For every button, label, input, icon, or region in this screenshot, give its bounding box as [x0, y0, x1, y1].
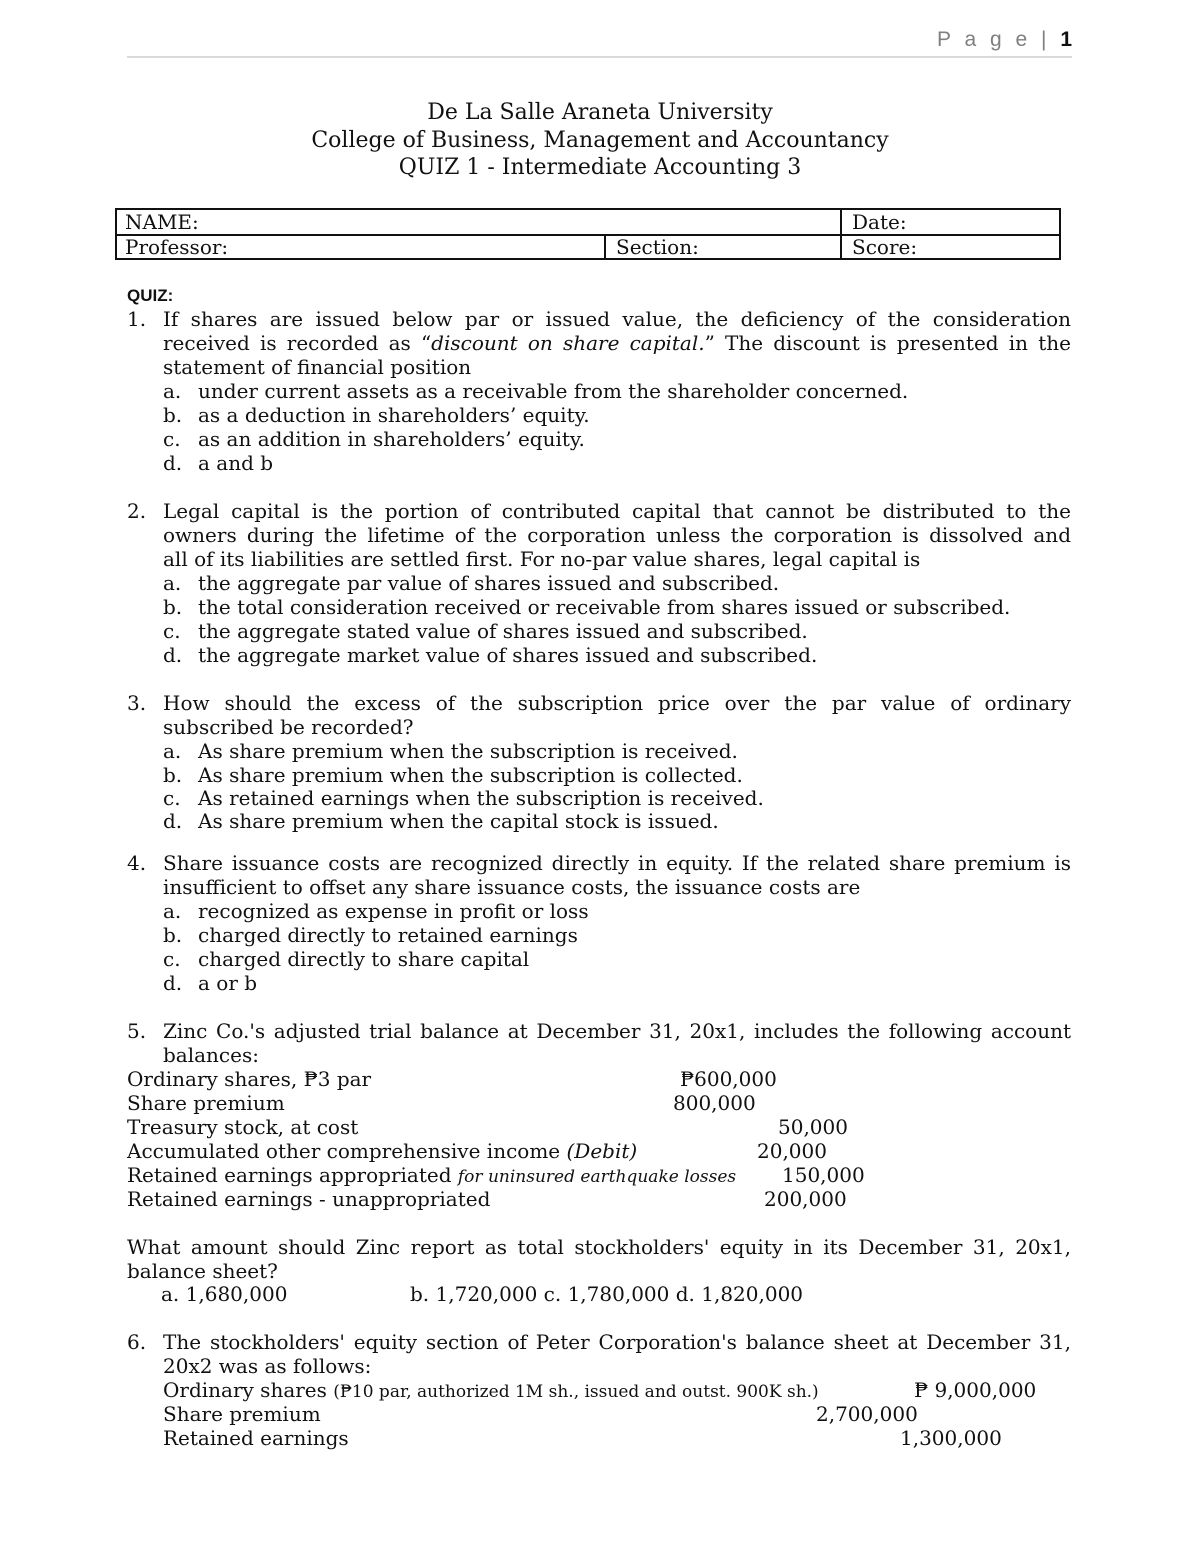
- option-text: As share premium when the subscription is received.: [198, 739, 738, 763]
- account-label-text: Ordinary shares: [163, 1378, 334, 1402]
- name-field-label: NAME:: [125, 210, 199, 234]
- question-text: statement of financial position: [163, 355, 472, 379]
- account-amount: 1,300,000: [900, 1426, 1002, 1450]
- page-header: [127, 28, 1072, 58]
- question-number: 6.: [127, 1330, 147, 1354]
- question-text: subscribed be recorded?: [163, 715, 414, 739]
- account-label: Treasury stock, at cost: [127, 1115, 359, 1139]
- option-text: the aggregate stated value of shares issued and subscribed.: [198, 619, 808, 643]
- option-text: charged directly to share capital: [198, 947, 530, 971]
- question-text: all of its liabilities are settled first. For no-par value shares, legal capital is: [163, 547, 921, 571]
- professor-field-label: Professor:: [125, 235, 229, 259]
- account-label: Retained earnings: [163, 1426, 349, 1450]
- option-text: a and b: [198, 451, 274, 475]
- student-info-table: [115, 208, 1061, 260]
- account-amount: 2,700,000: [816, 1402, 918, 1426]
- account-label: [127, 1163, 736, 1189]
- answer-choices: b. 1,720,000 c. 1,780,000 d. 1,820,000: [410, 1282, 804, 1306]
- option-text: As share premium when the capital stock is issued.: [198, 809, 719, 833]
- option-text: As retained earnings when the subscription is received.: [198, 786, 764, 810]
- option-letter: d.: [163, 971, 183, 995]
- account-label: Ordinary shares, ₱3 par: [127, 1067, 372, 1091]
- account-note: (₱10 par, authorized 1M sh., issued and outst. 900K sh.): [333, 1382, 819, 1402]
- quiz-title: QUIZ 1 - Intermediate Accounting 3: [398, 155, 802, 180]
- question-number: 5.: [127, 1019, 147, 1043]
- account-label: Share premium: [163, 1402, 321, 1426]
- college-title: College of Business, Management and Accountancy: [311, 128, 889, 153]
- option-letter: d.: [163, 809, 183, 833]
- question-number: 2.: [127, 499, 147, 523]
- option-text: charged directly to retained earnings: [198, 923, 578, 947]
- account-amount: 20,000: [757, 1139, 827, 1163]
- option-letter: d.: [163, 643, 183, 667]
- option-text: the aggregate par value of shares issued and subscribed.: [198, 571, 780, 595]
- account-label: [163, 1378, 819, 1404]
- page-number-value: 1: [1060, 28, 1072, 51]
- table-divider: [840, 210, 842, 258]
- option-letter: b.: [163, 403, 183, 427]
- option-letter: c.: [163, 947, 181, 971]
- question-number: 3.: [127, 691, 147, 715]
- account-amount: 800,000: [673, 1091, 756, 1115]
- table-divider: [604, 234, 606, 258]
- account-amount: ₱600,000: [680, 1067, 777, 1091]
- question-number: 1.: [127, 307, 147, 331]
- question-emphasis: discount on share capital.: [431, 331, 705, 355]
- question-text: owners during the lifetime of the corporation unless the corporation is dissolved and: [163, 523, 1071, 547]
- table-divider: [117, 234, 1059, 236]
- question-text-part: received is recorded as “: [163, 331, 432, 355]
- account-amount: ₱ 9,000,000: [914, 1378, 1037, 1402]
- question-text: Share issuance costs are recognized directly in equity. If the related share premium is: [163, 851, 1071, 875]
- option-letter: a.: [163, 379, 182, 403]
- option-letter: b.: [163, 595, 183, 619]
- account-label: Retained earnings - unappropriated: [127, 1187, 491, 1211]
- option-letter: c.: [163, 619, 181, 643]
- option-text: as an addition in shareholders’ equity.: [198, 427, 585, 451]
- option-letter: a.: [163, 739, 182, 763]
- date-field-label: Date:: [852, 210, 907, 234]
- option-letter: a.: [163, 571, 182, 595]
- question-text-part: ” The discount is presented in the: [704, 331, 1071, 355]
- question-text: balance sheet?: [127, 1259, 278, 1283]
- option-letter: b.: [163, 763, 183, 787]
- option-text: As share premium when the subscription is collected.: [198, 763, 743, 787]
- score-field-label: Score:: [852, 235, 918, 259]
- page-number: [937, 28, 1072, 52]
- option-letter: c.: [163, 427, 181, 451]
- question-text: balances:: [163, 1043, 259, 1067]
- account-note: for uninsured earthquake losses: [457, 1167, 737, 1187]
- option-letter: b.: [163, 923, 183, 947]
- account-amount: 150,000: [782, 1163, 865, 1187]
- answer-choice: a. 1,680,000: [161, 1282, 288, 1306]
- page-label: P a g e |: [937, 28, 1051, 51]
- question-text: insufficient to offset any share issuance costs, the issuance costs are: [163, 875, 861, 899]
- section-field-label: Section:: [616, 235, 699, 259]
- question-text: Legal capital is the portion of contributed capital that cannot be distributed to the: [163, 499, 1071, 523]
- question-number: 4.: [127, 851, 147, 875]
- option-text: the aggregate market value of shares issued and subscribed.: [198, 643, 818, 667]
- question-text: The stockholders' equity section of Peter Corporation's balance sheet at December 31,: [163, 1330, 1071, 1354]
- account-label: [127, 1139, 637, 1163]
- account-amount: 50,000: [778, 1115, 848, 1139]
- option-letter: d.: [163, 451, 183, 475]
- option-text: recognized as expense in profit or loss: [198, 899, 589, 923]
- question-text: What amount should Zinc report as total stockholders' equity in its December 31, 20x1,: [127, 1235, 1071, 1259]
- account-note: (Debit): [566, 1139, 638, 1163]
- question-text: How should the excess of the subscription price over the par value of ordinary: [163, 691, 1071, 715]
- account-amount: 200,000: [764, 1187, 847, 1211]
- option-text: a or b: [198, 971, 258, 995]
- question-text: [163, 331, 1071, 355]
- option-letter: c.: [163, 786, 181, 810]
- university-title: De La Salle Araneta University: [427, 100, 773, 125]
- option-text: as a deduction in shareholders’ equity.: [198, 403, 590, 427]
- option-text: under current assets as a receivable from the shareholder concerned.: [198, 379, 909, 403]
- account-label-text: Accumulated other comprehensive income: [127, 1139, 567, 1163]
- account-label: Share premium: [127, 1091, 285, 1115]
- quiz-label: QUIZ:: [127, 286, 174, 305]
- option-text: the total consideration received or receivable from shares issued or subscribed.: [198, 595, 1011, 619]
- account-label-text: Retained earnings appropriated: [127, 1163, 458, 1187]
- question-text: 20x2 was as follows:: [163, 1354, 372, 1378]
- option-letter: a.: [163, 899, 182, 923]
- question-text: Zinc Co.'s adjusted trial balance at December 31, 20x1, includes the following account: [163, 1019, 1071, 1043]
- question-text: If shares are issued below par or issued value, the deficiency of the consideration: [163, 307, 1071, 331]
